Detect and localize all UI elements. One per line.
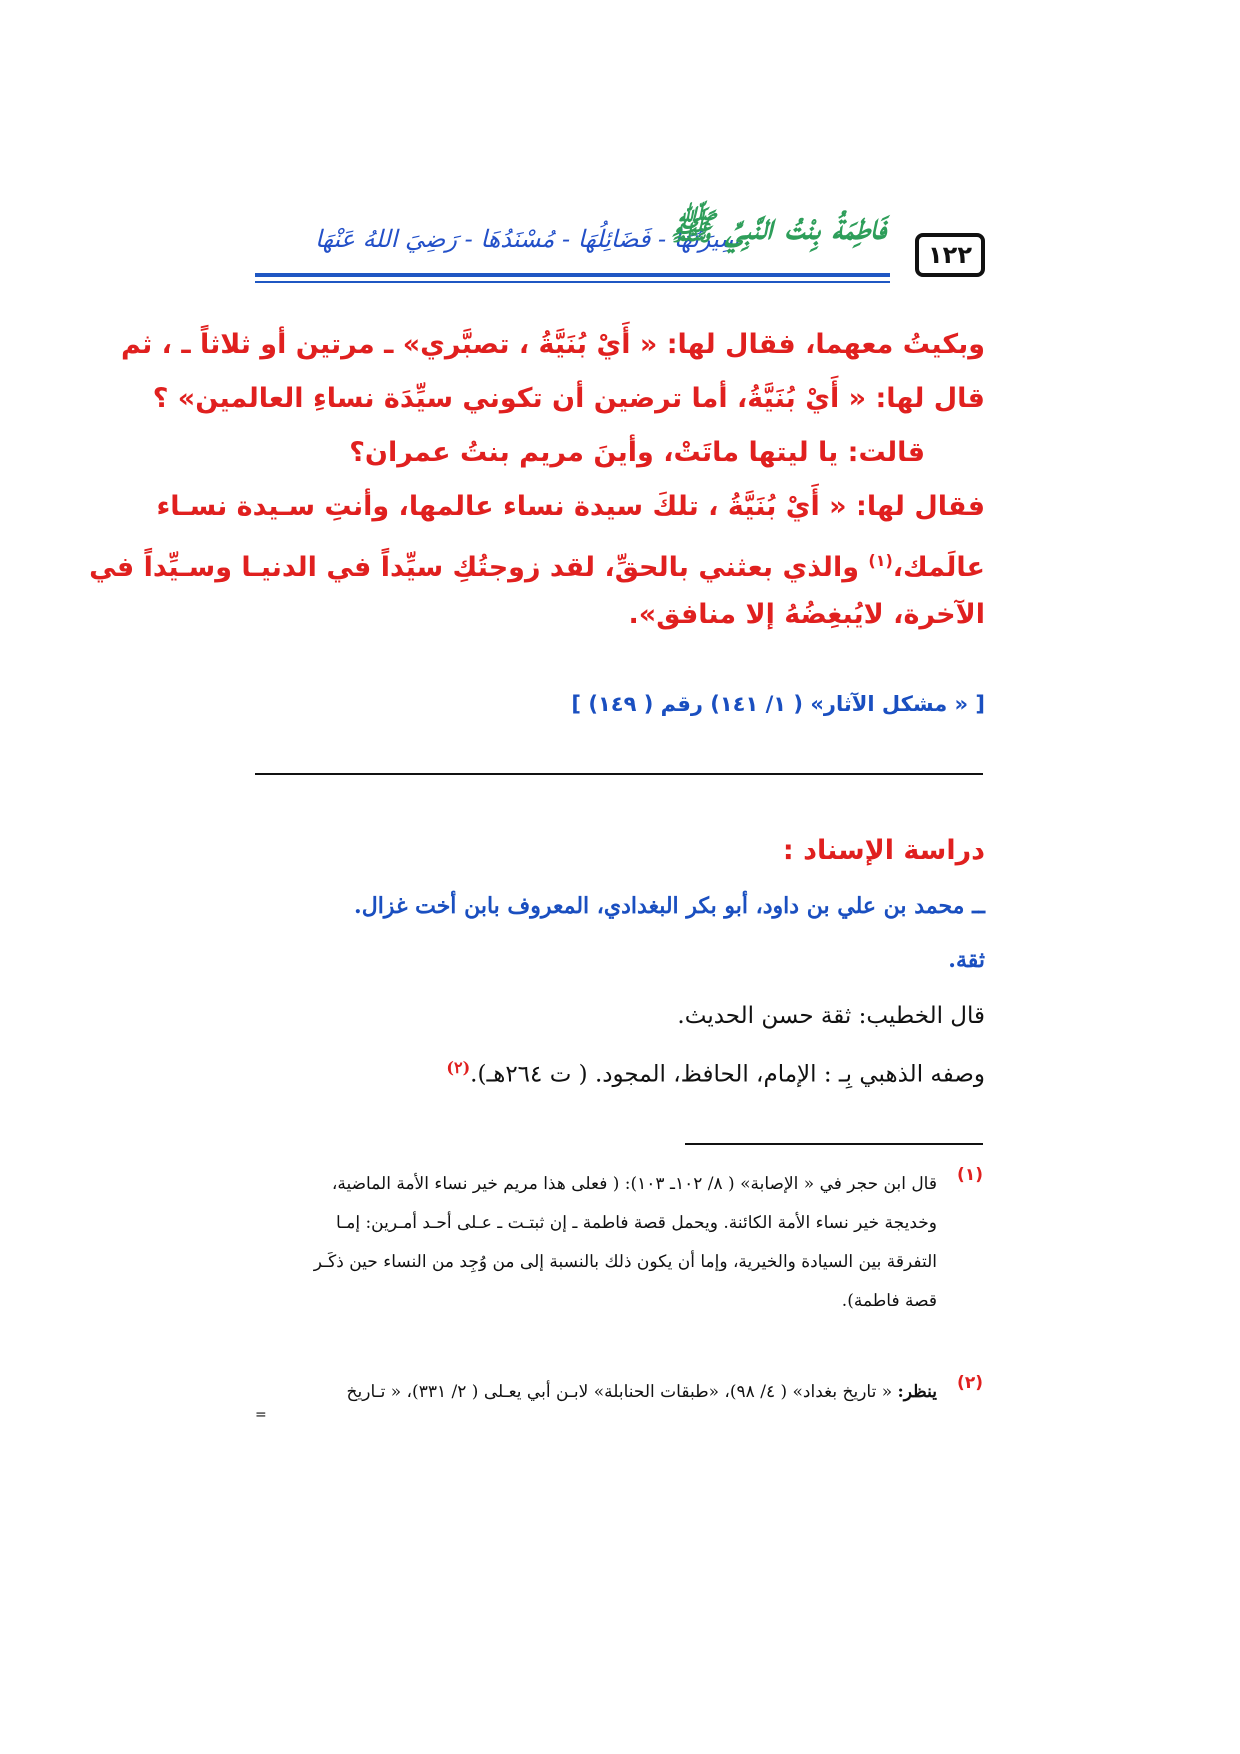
footnote-line: التفرقة بين السيادة والخيرية، وإما أن يكون ذلك بالنسبة إلى من وُجِد من النساء حين ذكَـر <box>313 1252 937 1272</box>
hadith-line: الآخرة، لايُبغِضُهُ إلا منافق». <box>628 599 985 630</box>
footnote-ref-1[interactable]: (١) <box>868 551 893 570</box>
header-subtitle: سِيرَتُهَا - فَضَائِلُهَا - مُسْنَدُهَا - رَضِيَ اللهُ عَنْهَا <box>315 225 740 253</box>
scholar-quote-text: وصفه الذهبي بِـ : الإمام، الحافظ، المجود. ( ت ٢٦٤هـ). <box>470 1061 985 1088</box>
footnote-line: قصة فاطمة). <box>841 1291 937 1311</box>
footnote-line: قال ابن حجر في « الإصابة» ( ٨/ ١٠٢ـ ١٠٣): ( فعلى هذا مريم خير نساء الأمة الماضية، <box>331 1174 937 1194</box>
hadith-text-segment: والذي بعثني بالحقِّ، لقد زوجتُكِ سيِّداً في الدنيـا وسـيِّداً في <box>89 552 869 583</box>
footnote-lead: ينظر: <box>897 1382 937 1402</box>
hadith-line <box>89 534 985 588</box>
footnote-text: « تاريخ بغداد» ( ٤/ ٩٨)، «طبقات الحنابلة» لابـن أبي يعـلى ( ٢/ ٣٣١)، « تـاريخ <box>346 1382 898 1402</box>
footnote-2 <box>255 1373 983 1423</box>
section-heading: دراسة الإسناد : <box>782 835 985 866</box>
footnote-1 <box>255 1165 983 1321</box>
hadith-line: قالت: يا ليتها ماتَتْ، وأينَ مريم بنتُ عمران؟ <box>349 437 925 468</box>
footnote-line <box>255 1373 937 1412</box>
narrator-entry: ــ محمد بن علي بن داود، أبو بكر البغدادي، المعروف بابن أخت غزال. <box>354 893 985 919</box>
scholar-quote <box>446 1058 985 1088</box>
hadith-text <box>89 318 985 642</box>
header-title: فَاطِمَةُ بِنْتُ النَّبِيِّ ﷺ <box>670 206 886 248</box>
page-header <box>255 195 985 285</box>
scholar-quote: قال الخطيب: ثقة حسن الحديث. <box>677 1003 985 1029</box>
footnote-ref-2[interactable]: (٢) <box>446 1058 471 1077</box>
hadith-line: فقال لها: « أَيْ بُنَيَّةُ ، تلكَ سيدة نساء عالمها، وأنتِ سـيدة نسـاء <box>156 491 985 522</box>
page-number: ١٢٢ <box>915 233 985 277</box>
footnote-separator <box>685 1143 983 1145</box>
header-rule <box>255 273 890 277</box>
header-rule-thin <box>255 281 890 283</box>
footnote-line: وخديجة خير نساء الأمة الكائنة. ويحمل قصة فاطمة ـ إن ثبتـت ـ عـلى أحـد أمـرين: إمـا <box>336 1213 937 1233</box>
narrator-grade: ثقة. <box>948 947 985 973</box>
section-divider <box>255 773 983 775</box>
hadith-line: وبكيتُ معهما، فقال لها: « أَيْ بُنَيَّةُ ، تصبَّري» ـ مرتين أو ثلاثاً ـ ، ثم <box>120 329 985 360</box>
source-citation: [ « مشكل الآثار» ( ١/ ١٤١) رقم ( ١٤٩) ] <box>571 692 985 716</box>
continuation-mark: = <box>255 1407 267 1423</box>
footnote-number: (٢) <box>957 1373 983 1393</box>
footnote-number: (١) <box>957 1165 983 1185</box>
hadith-text-segment: عالَمك، <box>892 552 985 583</box>
hadith-line: قال لها: « أَيْ بُنَيَّةُ، أما ترضين أن تكوني سيِّدَة نساءِ العالمين» ؟ <box>152 383 985 414</box>
